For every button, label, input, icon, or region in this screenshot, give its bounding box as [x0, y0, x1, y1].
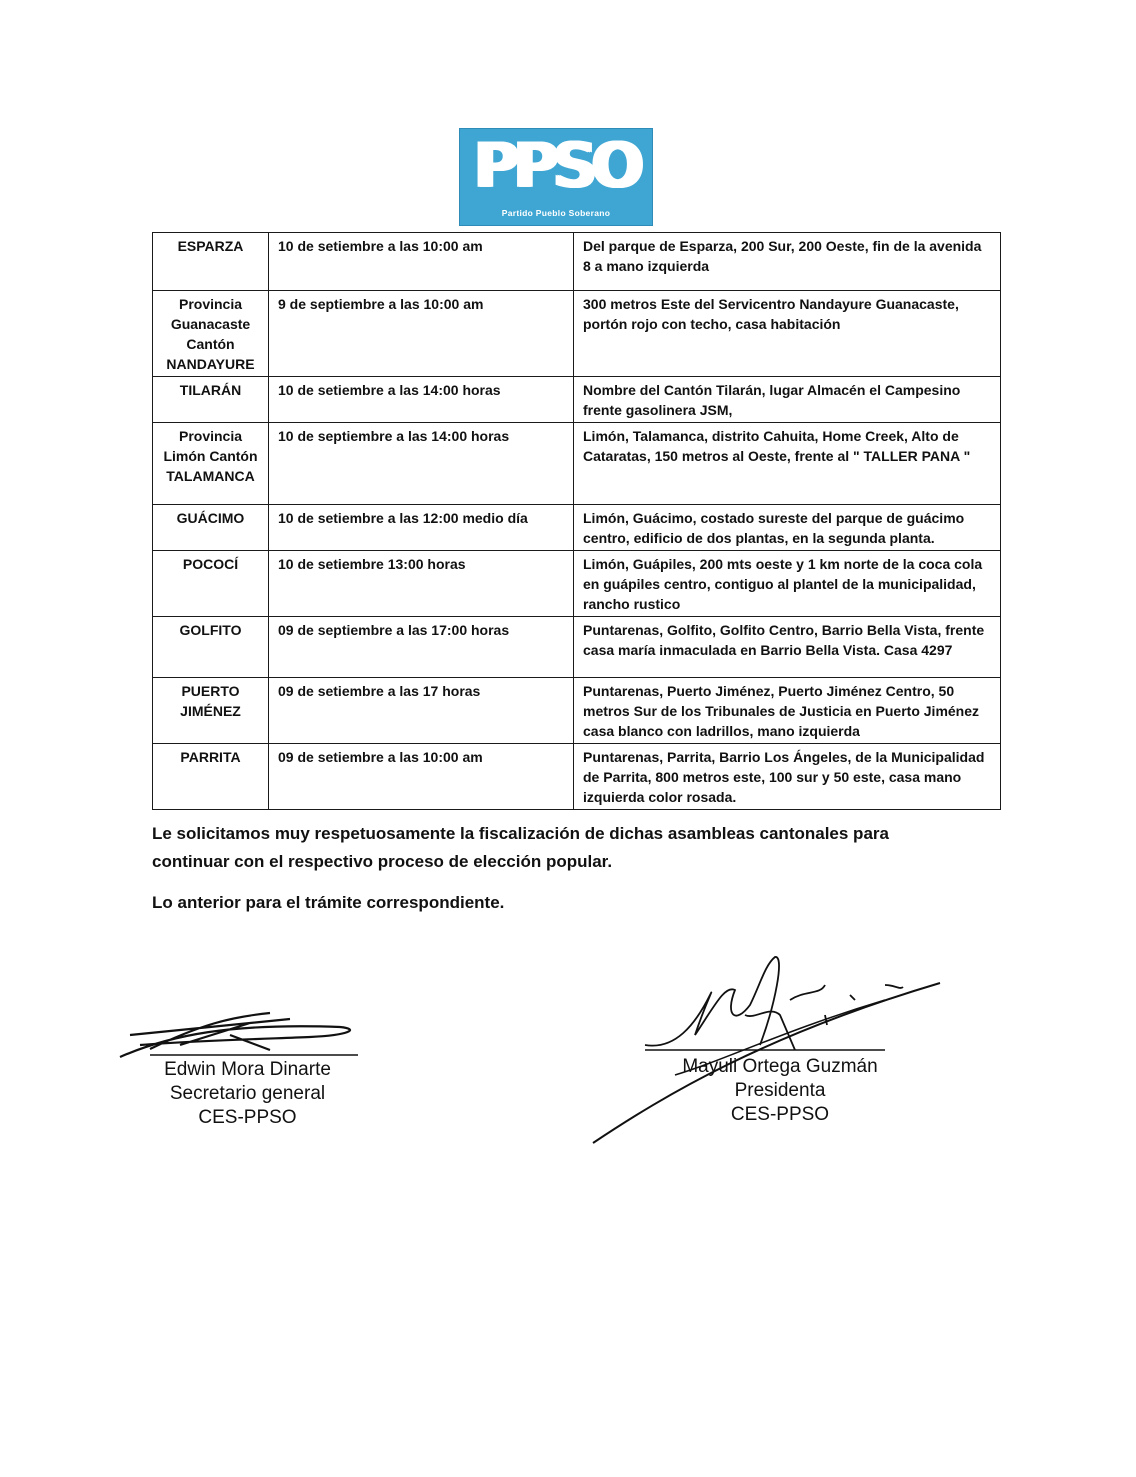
table-row: [153, 423, 1001, 505]
logo-mark: PPSO: [473, 129, 639, 202]
canton-cell: GOLFITO: [153, 617, 269, 678]
table-row: [153, 233, 1001, 291]
canton-cell: PARRITA: [153, 744, 269, 810]
date-cell: 09 de septiembre a las 17:00 horas: [269, 617, 574, 678]
canton-cell: Provincia Limón Cantón TALAMANCA: [153, 423, 269, 505]
canton-cell: GUÁCIMO: [153, 505, 269, 551]
date-cell: 9 de septiembre a las 10:00 am: [269, 291, 574, 377]
address-cell: Puntarenas, Puerto Jiménez, Puerto Jiménez Centro, 50 metros Sur de los Tribunales de Justicia en Puerto Jiménez casa blanco con ladrillos, mano izquierda: [574, 678, 1001, 744]
signer-title: Secretario general: [169, 1083, 326, 1104]
date-cell: 10 de setiembre a las 12:00 medio día: [269, 505, 574, 551]
address-cell: Limón, Guácimo, costado sureste del parque de guácimo centro, edificio de dos plantas, en la segunda planta.: [574, 505, 1001, 551]
date-cell: 09 de setiembre a las 10:00 am: [269, 744, 574, 810]
address-cell: Nombre del Cantón Tilarán, lugar Almacén el Campesino frente gasolinera JSM,: [574, 377, 1001, 423]
canton-cell: PUERTO JIMÉNEZ: [153, 678, 269, 744]
signature-left: [140, 1058, 355, 1130]
table-row: [153, 551, 1001, 617]
table-row: [153, 291, 1001, 377]
signature-scribble-left: [110, 1005, 370, 1065]
address-cell: Puntarenas, Golfito, Golfito Centro, Barrio Bella Vista, frente casa maría inmaculada en Barrio Bella Vista. Casa 4297: [574, 617, 1001, 678]
date-cell: 10 de septiembre a las 14:00 horas: [269, 423, 574, 505]
signer-name: Mayuli Ortega Guzmán: [682, 1056, 878, 1077]
canton-cell: ESPARZA: [153, 233, 269, 291]
party-logo: [459, 128, 653, 226]
date-cell: 10 de setiembre a las 10:00 am: [269, 233, 574, 291]
table-row: [153, 678, 1001, 744]
closing-paragraph: Lo anterior para el trámite correspondiente.: [152, 893, 505, 912]
signer-name: Edwin Mora Dinarte: [164, 1059, 331, 1080]
logo-subtitle: Partido Pueblo Soberano: [501, 208, 611, 218]
date-cell: 09 de setiembre a las 17 horas: [269, 678, 574, 744]
request-paragraph: Le solicitamos muy respetuosamente la fiscalización de dichas asambleas cantonales para continuar con el respectivo proceso de elección popular.: [152, 824, 889, 871]
assembly-schedule-table: [152, 232, 1001, 810]
address-cell: 300 metros Este del Servicentro Nandayure Guanacaste, portón rojo con techo, casa habitación: [574, 291, 1001, 377]
canton-cell: POCOCÍ: [153, 551, 269, 617]
signer-org: CES-PPSO: [730, 1104, 830, 1125]
canton-cell: Provincia Guanacaste Cantón NANDAYURE: [153, 291, 269, 377]
table-row: [153, 617, 1001, 678]
table-row: [153, 505, 1001, 551]
signature-right: [660, 1055, 900, 1127]
canton-cell: TILARÁN: [153, 377, 269, 423]
address-cell: Del parque de Esparza, 200 Sur, 200 Oeste, fin de la avenida 8 a mano izquierda: [574, 233, 1001, 291]
table-row: [153, 744, 1001, 810]
date-cell: 10 de setiembre 13:00 horas: [269, 551, 574, 617]
address-cell: Puntarenas, Parrita, Barrio Los Ángeles, de la Municipalidad de Parrita, 800 metros este, 100 sur y 50 este, casa mano izquierda color rosada.: [574, 744, 1001, 810]
address-cell: Limón, Guápiles, 200 mts oeste y 1 km norte de la coca cola en guápiles centro, contiguo al plantel de la municipalidad, rancho rustico: [574, 551, 1001, 617]
signer-title: Presidenta: [734, 1080, 826, 1101]
date-cell: 10 de setiembre a las 14:00 horas: [269, 377, 574, 423]
signer-org: CES-PPSO: [198, 1107, 297, 1128]
table-row: [153, 377, 1001, 423]
address-cell: Limón, Talamanca, distrito Cahuita, Home Creek, Alto de Cataratas, 150 metros al Oeste, frente al " TALLER PANA ": [574, 423, 1001, 505]
